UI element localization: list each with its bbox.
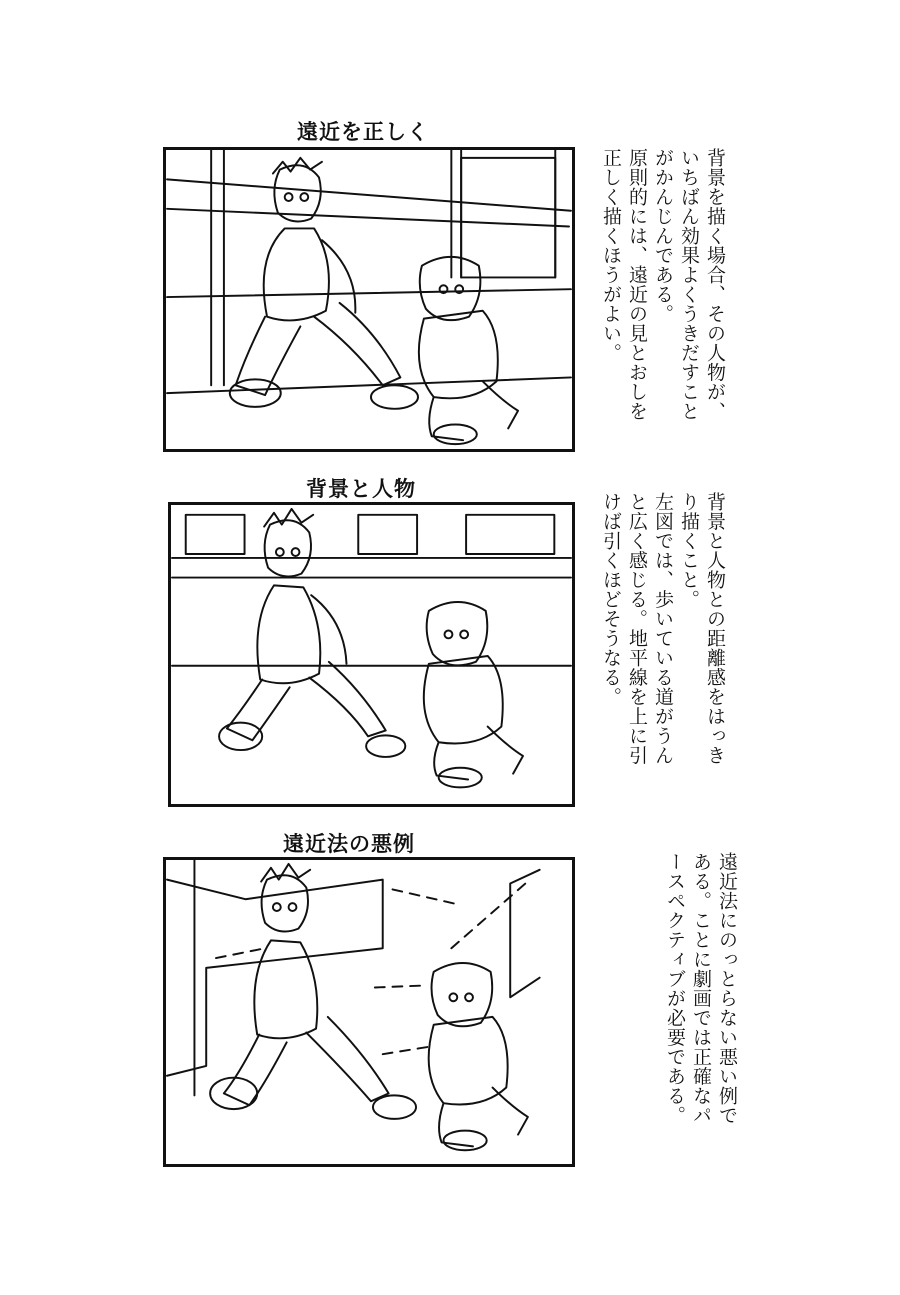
text-line: けば引くほどそうなる。 — [600, 492, 622, 707]
section-title-bad-perspective-example: 遠近法の悪例 — [283, 832, 415, 856]
section-title-background-and-figure: 背景と人物 — [306, 477, 416, 501]
text-line: り描くこと。 — [678, 492, 700, 609]
section-title-perspective-correct: 遠近を正しく — [297, 120, 429, 144]
panel-illustration-1 — [166, 150, 572, 449]
body-text-1 — [598, 148, 728, 488]
text-line: 左図では、歩いている道がうん — [652, 492, 674, 765]
text-line: 原則的には、遠近の見とおしを — [626, 148, 648, 421]
text-line: 遠近法にのっとらない悪い例で — [716, 852, 738, 1125]
comic-panel-bad-perspective — [163, 857, 575, 1167]
text-line: ある。ことに劇画では正確なパ — [690, 852, 712, 1125]
text-line: 背景と人物との距離感をはっき — [704, 492, 726, 765]
body-text-3 — [662, 852, 740, 1182]
panel-illustration-2 — [171, 505, 572, 804]
text-line: と広く感じる。地平線を上に引 — [626, 492, 648, 765]
text-line: がかんじんである。 — [652, 148, 674, 324]
text-line: ースペクティブが必要である。 — [664, 852, 686, 1125]
body-text-2 — [598, 492, 728, 832]
text-line: 正しく描くほうがよい。 — [600, 148, 622, 363]
comic-panel-correct-perspective — [163, 147, 575, 452]
text-line: いちばん効果よくうきだすこと — [678, 148, 700, 421]
panel-illustration-3 — [166, 860, 572, 1164]
comic-panel-background-and-figure — [168, 502, 575, 807]
text-line: 背景を描く場合、その人物が、 — [704, 148, 726, 421]
